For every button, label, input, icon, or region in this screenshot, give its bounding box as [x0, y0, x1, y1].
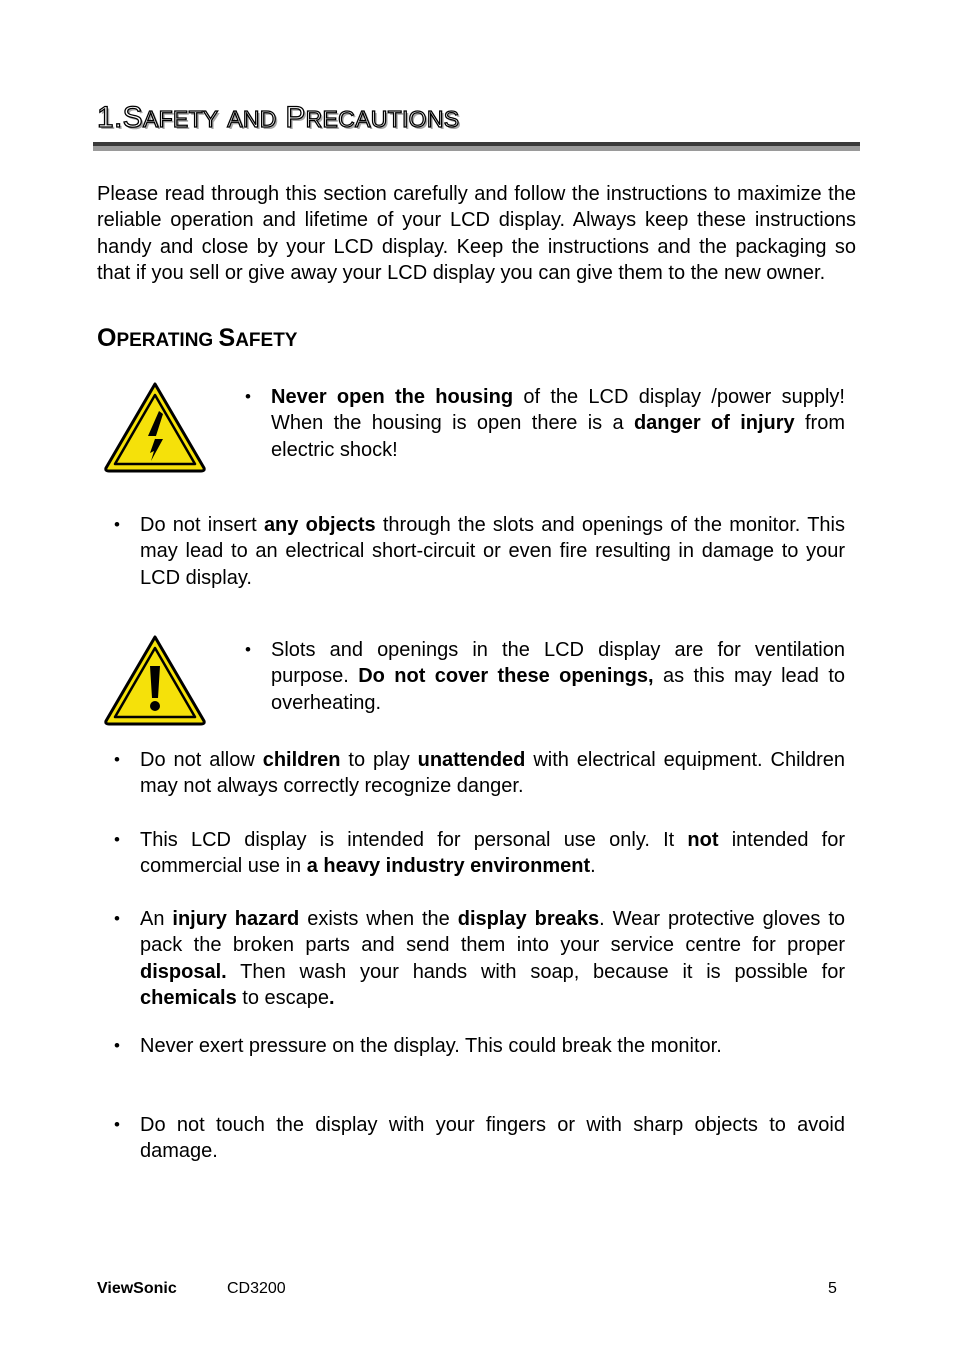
page-number: 5 — [828, 1280, 837, 1297]
warning-list-ventilation — [245, 637, 845, 716]
high-voltage-warning-icon — [103, 381, 207, 473]
list-item-objects: • Do not insert any objects through the slots and openings of the monitor. This may lead to an electrical short-circuit or even fire resulting in damage to your LCD display. — [114, 512, 845, 591]
page-title: 1.SAFETY AND PRECAUTIONS — [97, 101, 460, 134]
list-pressure — [114, 1033, 845, 1059]
footer-brand: ViewSonic — [97, 1280, 177, 1297]
list-children — [114, 747, 845, 800]
exclamation-warning-icon — [103, 634, 207, 726]
list-injury — [114, 906, 845, 1011]
warning-list-housing — [245, 384, 845, 463]
list-personal — [114, 827, 845, 880]
list-item-touch: • Do not touch the display with your fingers or with sharp objects to avoid damage. — [114, 1112, 845, 1165]
footer-model: CD3200 — [227, 1280, 286, 1297]
list-objects — [114, 512, 845, 591]
intro-paragraph: Please read through this section carefully and follow the instructions to maximize the reliable operation and lifetime of your LCD display. Always keep these instructions handy and close by your LCD display. Keep the instructions and the packaging so that if you sell or give away your LCD display you can give them to the new owner. — [97, 183, 856, 284]
list-item-personal-use: • This LCD display is intended for personal use only. It not intended for commercial use in a heavy industry environment. — [114, 827, 845, 880]
list-item-housing: • Never open the housing of the LCD display /power supply! When the housing is open there is a danger of injury from electric shock! — [245, 384, 845, 463]
list-item-ventilation: • Slots and openings in the LCD display are for ventilation purpose. Do not cover these openings, as this may lead to overheating. — [245, 637, 845, 716]
list-item-pressure: • Never exert pressure on the display. This could break the monitor. — [114, 1033, 845, 1059]
title-underline — [93, 142, 860, 151]
list-touch — [114, 1112, 845, 1165]
list-item-children: • Do not allow children to play unattended with electrical equipment. Children may not always correctly recognize danger. — [114, 747, 845, 800]
section-heading: OPERATING SAFETY — [97, 324, 298, 352]
list-item-injury-hazard: • An injury hazard exists when the display breaks. Wear protective gloves to pack the broken parts and send them into your service centre for proper disposal. Then wash your hands with soap, because it is possible for chemicals to escape. — [114, 906, 845, 1011]
